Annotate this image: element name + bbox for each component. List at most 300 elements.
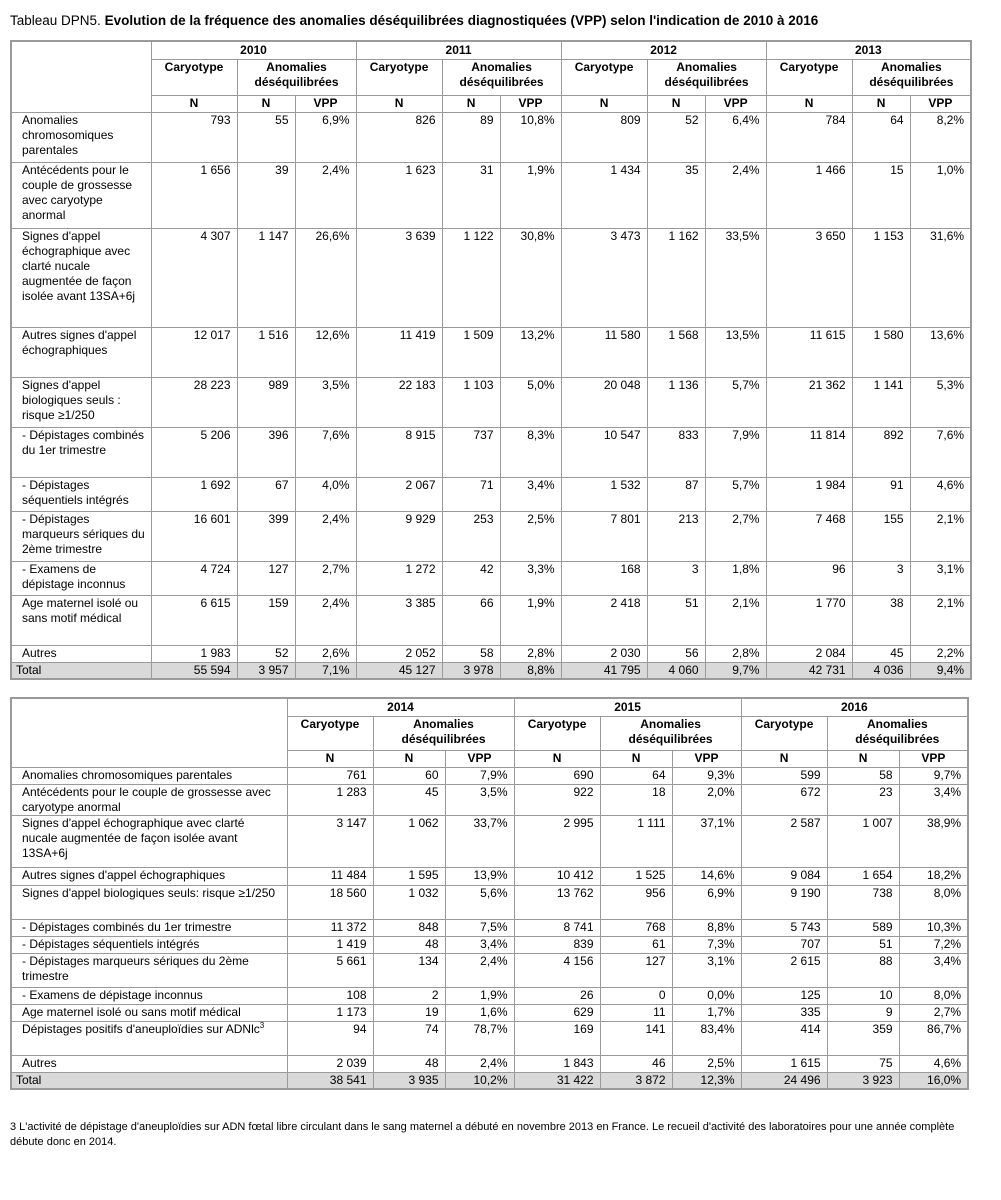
- data-cell: 1 162: [647, 228, 705, 327]
- data-cell: 125: [741, 987, 827, 1004]
- data-cell: 826: [356, 112, 442, 162]
- data-cell: 6,4%: [705, 112, 766, 162]
- data-cell: 14,6%: [672, 867, 741, 885]
- header-category-row: [11, 59, 971, 95]
- data-cell: 11 580: [561, 327, 647, 377]
- data-cell: 989: [237, 377, 295, 427]
- data-cell: 8,2%: [910, 112, 971, 162]
- table-row: [11, 867, 968, 885]
- data-cell: 1 568: [647, 327, 705, 377]
- data-cell: 3,4%: [445, 936, 514, 953]
- data-cell: 7 468: [766, 511, 852, 561]
- data-cell: 64: [600, 767, 672, 784]
- data-cell: 7 801: [561, 511, 647, 561]
- data-cell: 1 153: [852, 228, 910, 327]
- n-header: N: [287, 750, 373, 767]
- caryotype-header: Caryotype: [514, 716, 600, 750]
- data-cell: 19: [373, 1004, 445, 1021]
- data-cell: 2,4%: [445, 1055, 514, 1072]
- data-cell: 38 541: [287, 1072, 373, 1089]
- row-label: Signes d'appel biologiques seuls : risque ≥1/250: [11, 377, 151, 427]
- data-cell: 1 595: [373, 867, 445, 885]
- data-cell: 87: [647, 477, 705, 511]
- caryotype-header: Caryotype: [287, 716, 373, 750]
- vpp-header: VPP: [705, 95, 766, 112]
- data-cell: 38,9%: [899, 815, 968, 867]
- data-cell: 1 147: [237, 228, 295, 327]
- data-cell: 2,8%: [500, 645, 561, 662]
- data-cell: 3 923: [827, 1072, 899, 1089]
- data-cell: 1 007: [827, 815, 899, 867]
- data-cell: 58: [442, 645, 500, 662]
- anomalies-header: Anomalies déséquilibrées: [600, 716, 741, 750]
- n-header: N: [600, 750, 672, 767]
- data-cell: 1 272: [356, 561, 442, 595]
- data-cell: 8 915: [356, 427, 442, 477]
- year-header: 2015: [514, 698, 741, 716]
- n-header: N: [151, 95, 237, 112]
- data-cell: 6,9%: [672, 885, 741, 919]
- table-row: [11, 919, 968, 936]
- table-2014-2016: [10, 697, 969, 1090]
- data-cell: 0: [600, 987, 672, 1004]
- row-label: Signes d'appel échographique avec clarté nucale augmentée de façon isolée avant 13SA+6j: [11, 228, 151, 327]
- data-cell: 2,8%: [705, 645, 766, 662]
- data-cell: 589: [827, 919, 899, 936]
- data-cell: 768: [600, 919, 672, 936]
- data-cell: 3: [647, 561, 705, 595]
- data-cell: 3,1%: [910, 561, 971, 595]
- data-cell: 37,1%: [672, 815, 741, 867]
- data-cell: 2,0%: [672, 784, 741, 815]
- table-row: [11, 1055, 968, 1072]
- data-cell: 9 190: [741, 885, 827, 919]
- data-cell: 922: [514, 784, 600, 815]
- vpp-header: VPP: [500, 95, 561, 112]
- data-cell: 599: [741, 767, 827, 784]
- data-cell: 11 484: [287, 867, 373, 885]
- row-label: Total: [11, 1072, 287, 1089]
- table-row: [11, 561, 971, 595]
- data-cell: 672: [741, 784, 827, 815]
- data-cell: 38: [852, 595, 910, 645]
- data-cell: 31,6%: [910, 228, 971, 327]
- caryotype-header: Caryotype: [356, 59, 442, 95]
- data-cell: 83,4%: [672, 1021, 741, 1055]
- data-cell: 4,6%: [910, 477, 971, 511]
- data-cell: 55: [237, 112, 295, 162]
- data-cell: 1,7%: [672, 1004, 741, 1021]
- data-cell: 31: [442, 162, 500, 228]
- data-cell: 18,2%: [899, 867, 968, 885]
- table-row: [11, 1021, 968, 1055]
- table-row: [11, 427, 971, 477]
- data-cell: 1 516: [237, 327, 295, 377]
- data-cell: 155: [852, 511, 910, 561]
- data-cell: 33,5%: [705, 228, 766, 327]
- data-cell: 1 623: [356, 162, 442, 228]
- data-cell: 30,8%: [500, 228, 561, 327]
- data-cell: 31 422: [514, 1072, 600, 1089]
- data-cell: 15: [852, 162, 910, 228]
- row-label: - Dépistages marqueurs sériques du 2ème trimestre: [11, 953, 287, 987]
- data-cell: 21 362: [766, 377, 852, 427]
- data-cell: 1 283: [287, 784, 373, 815]
- data-cell: 3 978: [442, 662, 500, 679]
- year-header: 2012: [561, 41, 766, 59]
- data-cell: 2 418: [561, 595, 647, 645]
- data-cell: 1,9%: [445, 987, 514, 1004]
- data-cell: 8,8%: [672, 919, 741, 936]
- data-cell: 956: [600, 885, 672, 919]
- data-cell: 833: [647, 427, 705, 477]
- data-cell: 4 307: [151, 228, 237, 327]
- data-cell: 1,6%: [445, 1004, 514, 1021]
- table-row: [11, 815, 968, 867]
- data-cell: 16,0%: [899, 1072, 968, 1089]
- data-cell: 359: [827, 1021, 899, 1055]
- data-cell: 7,3%: [672, 936, 741, 953]
- row-label: Autres: [11, 1055, 287, 1072]
- data-cell: 3 147: [287, 815, 373, 867]
- table-row: [11, 645, 971, 662]
- footnote: 3 L'activité de dépistage d'aneuploïdies sur ADN fœtal libre circulant dans le sang maternel a débuté en novembre 2013 en France. Le recueil d'activité des laboratoires pour une année complète débute donc en 2014.: [10, 1121, 955, 1148]
- data-cell: 0,0%: [672, 987, 741, 1004]
- row-label: - Dépistages séquentiels intégrés: [11, 477, 151, 511]
- data-cell: 1 843: [514, 1055, 600, 1072]
- table-row: [11, 327, 971, 377]
- data-cell: 127: [237, 561, 295, 595]
- data-cell: 51: [647, 595, 705, 645]
- data-cell: 11: [600, 1004, 672, 1021]
- data-cell: 127: [600, 953, 672, 987]
- data-cell: 9 929: [356, 511, 442, 561]
- data-cell: 11 615: [766, 327, 852, 377]
- data-cell: 10,3%: [899, 919, 968, 936]
- data-cell: 10: [827, 987, 899, 1004]
- data-cell: 2,1%: [705, 595, 766, 645]
- data-cell: 5,3%: [910, 377, 971, 427]
- row-label: Autres: [11, 645, 151, 662]
- data-cell: 784: [766, 112, 852, 162]
- data-cell: 2 030: [561, 645, 647, 662]
- data-cell: 48: [373, 936, 445, 953]
- data-cell: 707: [741, 936, 827, 953]
- data-cell: 5 743: [741, 919, 827, 936]
- data-cell: 22 183: [356, 377, 442, 427]
- data-cell: 2,7%: [705, 511, 766, 561]
- data-cell: 89: [442, 112, 500, 162]
- data-cell: 8,0%: [899, 885, 968, 919]
- data-cell: 169: [514, 1021, 600, 1055]
- data-cell: 10 547: [561, 427, 647, 477]
- data-cell: 7,5%: [445, 919, 514, 936]
- data-cell: 10,8%: [500, 112, 561, 162]
- vpp-header: VPP: [899, 750, 968, 767]
- data-cell: 4 060: [647, 662, 705, 679]
- data-cell: 1 615: [741, 1055, 827, 1072]
- data-cell: 5,6%: [445, 885, 514, 919]
- data-cell: 52: [647, 112, 705, 162]
- data-cell: 8 741: [514, 919, 600, 936]
- data-cell: 45 127: [356, 662, 442, 679]
- data-cell: 737: [442, 427, 500, 477]
- data-cell: 64: [852, 112, 910, 162]
- data-cell: 24 496: [741, 1072, 827, 1089]
- n-header: N: [647, 95, 705, 112]
- data-cell: 8,8%: [500, 662, 561, 679]
- table-row: [11, 784, 968, 815]
- data-cell: 892: [852, 427, 910, 477]
- data-cell: 45: [852, 645, 910, 662]
- data-cell: 1 032: [373, 885, 445, 919]
- data-cell: 793: [151, 112, 237, 162]
- header-years-row: [11, 698, 968, 716]
- data-cell: 9,3%: [672, 767, 741, 784]
- data-cell: 66: [442, 595, 500, 645]
- data-cell: 2,5%: [672, 1055, 741, 1072]
- data-cell: 12 017: [151, 327, 237, 377]
- vpp-header: VPP: [672, 750, 741, 767]
- row-label: Anomalies chromosomiques parentales: [11, 112, 151, 162]
- n-header: N: [766, 95, 852, 112]
- data-cell: 1 173: [287, 1004, 373, 1021]
- data-cell: 2 084: [766, 645, 852, 662]
- table-row: [11, 112, 971, 162]
- table-row: [11, 228, 971, 327]
- data-cell: 13,5%: [705, 327, 766, 377]
- data-cell: 1 525: [600, 867, 672, 885]
- data-cell: 94: [287, 1021, 373, 1055]
- data-cell: 96: [766, 561, 852, 595]
- data-cell: 5,0%: [500, 377, 561, 427]
- data-cell: 51: [827, 936, 899, 953]
- data-cell: 9: [827, 1004, 899, 1021]
- data-cell: 11 814: [766, 427, 852, 477]
- data-cell: 134: [373, 953, 445, 987]
- data-cell: 2,4%: [295, 162, 356, 228]
- header-years-row: [11, 41, 971, 59]
- data-cell: 1,8%: [705, 561, 766, 595]
- caryotype-header: Caryotype: [151, 59, 237, 95]
- table-row: [11, 767, 968, 784]
- data-cell: 2,5%: [500, 511, 561, 561]
- data-cell: 2: [373, 987, 445, 1004]
- data-cell: 42 731: [766, 662, 852, 679]
- n-header: N: [373, 750, 445, 767]
- data-cell: 3 957: [237, 662, 295, 679]
- data-cell: 2 052: [356, 645, 442, 662]
- anomalies-header: Anomalies déséquilibrées: [373, 716, 514, 750]
- data-cell: 2 615: [741, 953, 827, 987]
- data-cell: 18 560: [287, 885, 373, 919]
- data-cell: 1 062: [373, 815, 445, 867]
- table-title: [10, 13, 818, 28]
- data-cell: 3,4%: [500, 477, 561, 511]
- data-cell: 6,9%: [295, 112, 356, 162]
- data-cell: 9,7%: [705, 662, 766, 679]
- data-cell: 3,5%: [295, 377, 356, 427]
- data-cell: 9 084: [741, 867, 827, 885]
- data-cell: 1 770: [766, 595, 852, 645]
- table-row: [11, 595, 971, 645]
- data-cell: 23: [827, 784, 899, 815]
- data-cell: 2 067: [356, 477, 442, 511]
- data-cell: 761: [287, 767, 373, 784]
- data-cell: 2 039: [287, 1055, 373, 1072]
- year-header: 2011: [356, 41, 561, 59]
- year-header: 2013: [766, 41, 971, 59]
- data-cell: 1 434: [561, 162, 647, 228]
- data-cell: 26,6%: [295, 228, 356, 327]
- data-cell: 13,6%: [910, 327, 971, 377]
- data-cell: 26: [514, 987, 600, 1004]
- data-cell: 2,1%: [910, 595, 971, 645]
- data-cell: 3 872: [600, 1072, 672, 1089]
- data-cell: 20 048: [561, 377, 647, 427]
- header-blank-cell: [11, 41, 151, 112]
- footnote-ref: 3: [259, 1021, 265, 1030]
- data-cell: 2,6%: [295, 645, 356, 662]
- table-row: [11, 377, 971, 427]
- data-cell: 1 509: [442, 327, 500, 377]
- table-title-label: Tableau DPN5.: [10, 13, 101, 28]
- data-cell: 3 385: [356, 595, 442, 645]
- data-cell: 67: [237, 477, 295, 511]
- data-cell: 4 036: [852, 662, 910, 679]
- data-cell: 1 984: [766, 477, 852, 511]
- row-label: - Dépistages séquentiels intégrés: [11, 936, 287, 953]
- table-row: [11, 953, 968, 987]
- data-cell: 4 156: [514, 953, 600, 987]
- anomalies-header: Anomalies déséquilibrées: [237, 59, 356, 95]
- n-header: N: [827, 750, 899, 767]
- data-cell: 52: [237, 645, 295, 662]
- data-cell: 46: [600, 1055, 672, 1072]
- data-cell: 3 650: [766, 228, 852, 327]
- data-cell: 1,9%: [500, 162, 561, 228]
- caryotype-header: Caryotype: [766, 59, 852, 95]
- data-cell: 11 372: [287, 919, 373, 936]
- data-cell: 1 654: [827, 867, 899, 885]
- table-row: [11, 1004, 968, 1021]
- data-cell: 61: [600, 936, 672, 953]
- data-cell: 1 983: [151, 645, 237, 662]
- header-blank-cell: [11, 698, 287, 767]
- n-header: N: [442, 95, 500, 112]
- data-cell: 1 692: [151, 477, 237, 511]
- data-cell: 1 141: [852, 377, 910, 427]
- data-cell: 168: [561, 561, 647, 595]
- data-cell: 4,0%: [295, 477, 356, 511]
- data-cell: 9,7%: [899, 767, 968, 784]
- row-label: - Examens de dépistage inconnus: [11, 987, 287, 1004]
- caryotype-header: Caryotype: [741, 716, 827, 750]
- row-label: Antécédents pour le couple de grossesse avec caryotype anormal: [11, 162, 151, 228]
- data-cell: 2 995: [514, 815, 600, 867]
- caryotype-header: Caryotype: [561, 59, 647, 95]
- data-cell: 690: [514, 767, 600, 784]
- data-cell: 3,4%: [899, 953, 968, 987]
- n-header: N: [237, 95, 295, 112]
- table-row: [11, 511, 971, 561]
- data-cell: 3 639: [356, 228, 442, 327]
- data-cell: 5,7%: [705, 377, 766, 427]
- year-header: 2010: [151, 41, 356, 59]
- data-cell: 1 656: [151, 162, 237, 228]
- data-cell: 1 532: [561, 477, 647, 511]
- data-cell: 28 223: [151, 377, 237, 427]
- row-label: - Examens de dépistage inconnus: [11, 561, 151, 595]
- data-cell: 3 935: [373, 1072, 445, 1089]
- data-cell: 33,7%: [445, 815, 514, 867]
- row-label: Autres signes d'appel échographiques: [11, 867, 287, 885]
- row-label: - Dépistages combinés du 1er trimestre: [11, 919, 287, 936]
- year-header: 2014: [287, 698, 514, 716]
- data-cell: 9,4%: [910, 662, 971, 679]
- row-label: - Dépistages marqueurs sériques du 2ème trimestre: [11, 511, 151, 561]
- data-cell: 2,4%: [295, 595, 356, 645]
- table-row: [11, 477, 971, 511]
- table-title-text: Evolution de la fréquence des anomalies déséquilibrées diagnostiquées (VPP) selon l'indication de 2010 à 2016: [104, 13, 819, 28]
- n-header: N: [741, 750, 827, 767]
- data-cell: 3,4%: [899, 784, 968, 815]
- data-cell: 78,7%: [445, 1021, 514, 1055]
- data-cell: 42: [442, 561, 500, 595]
- data-cell: 2,1%: [910, 511, 971, 561]
- data-cell: 2,7%: [899, 1004, 968, 1021]
- table-row: [11, 987, 968, 1004]
- data-cell: 60: [373, 767, 445, 784]
- data-cell: 18: [600, 784, 672, 815]
- data-cell: 3: [852, 561, 910, 595]
- data-cell: 1 122: [442, 228, 500, 327]
- data-cell: 12,3%: [672, 1072, 741, 1089]
- data-cell: 7,2%: [899, 936, 968, 953]
- vpp-header: VPP: [295, 95, 356, 112]
- year-header: 2016: [741, 698, 968, 716]
- row-label: Signes d'appel biologiques seuls: risque ≥1/250: [11, 885, 287, 919]
- data-cell: 7,6%: [295, 427, 356, 477]
- vpp-header: VPP: [445, 750, 514, 767]
- data-cell: 159: [237, 595, 295, 645]
- data-cell: 3,3%: [500, 561, 561, 595]
- data-cell: 396: [237, 427, 295, 477]
- data-cell: 3 473: [561, 228, 647, 327]
- row-label: - Dépistages combinés du 1er trimestre: [11, 427, 151, 477]
- data-cell: 414: [741, 1021, 827, 1055]
- vpp-header: VPP: [910, 95, 971, 112]
- data-cell: 16 601: [151, 511, 237, 561]
- data-cell: 399: [237, 511, 295, 561]
- data-cell: 2,4%: [445, 953, 514, 987]
- data-cell: 335: [741, 1004, 827, 1021]
- row-label: Signes d'appel échographique avec clarté nucale augmentée de façon isolée avant 13SA+6j: [11, 815, 287, 867]
- data-cell: 13,2%: [500, 327, 561, 377]
- row-label: Anomalies chromosomiques parentales: [11, 767, 287, 784]
- table-row: [11, 936, 968, 953]
- data-cell: 10,2%: [445, 1072, 514, 1089]
- data-cell: 7,9%: [705, 427, 766, 477]
- data-cell: 108: [287, 987, 373, 1004]
- data-cell: 7,9%: [445, 767, 514, 784]
- data-cell: 839: [514, 936, 600, 953]
- row-label: Total: [11, 662, 151, 679]
- header-measure-row: [11, 95, 971, 112]
- data-cell: 5,7%: [705, 477, 766, 511]
- data-cell: 1 103: [442, 377, 500, 427]
- total-row: [11, 662, 971, 679]
